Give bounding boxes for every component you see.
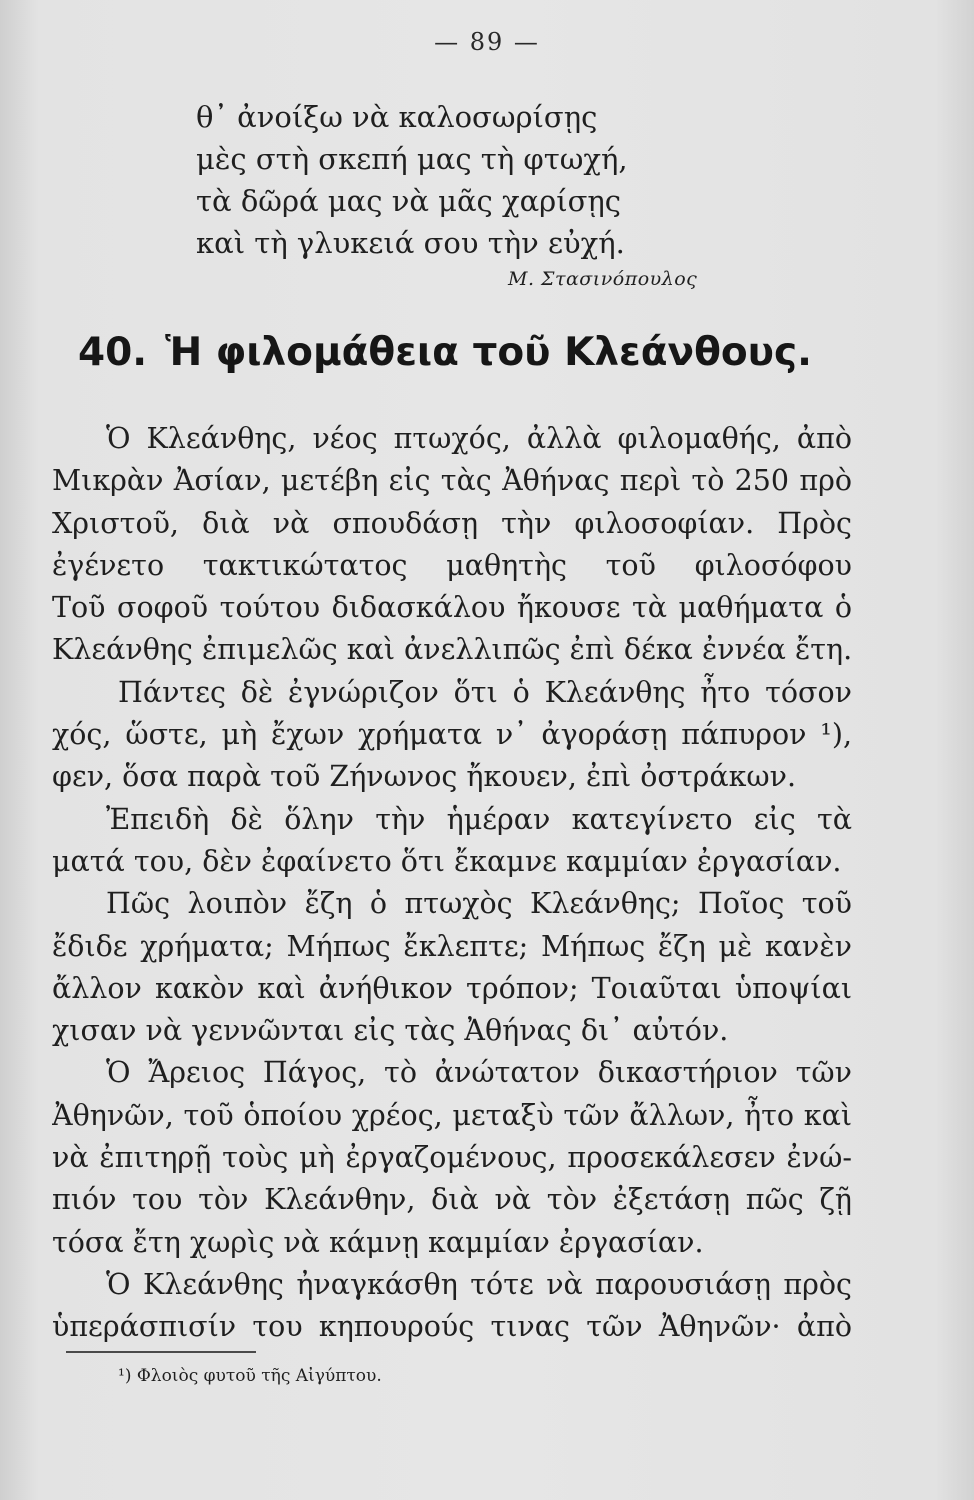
poem-line: θ᾽ ἀνοίξω νὰ καλοσωρίσῃς bbox=[196, 100, 598, 134]
footnote-divider bbox=[66, 1351, 256, 1353]
poem-stanza bbox=[196, 96, 796, 264]
text-line: Ὁ Κλεάνθης, νέος πτωχός, ἀλλὰ φιλομαθής, ἀπὸ bbox=[106, 422, 852, 455]
text-line: ἔδιδε χρήματα; Μήπως ἔκλεπτε; Μήπως ἔζη μὲ κανὲν bbox=[52, 929, 852, 963]
text-line: Τοῦ σοφοῦ τούτου διδασκάλου ἤκουσε τὰ μαθήματα ὁ bbox=[52, 591, 852, 625]
text-line: ὑπεράσπισίν του κηπουρούς τινας τῶν Ἀθηνῶν· ἀπὸ bbox=[52, 1310, 852, 1344]
text-line: ἄλλον κακὸν καὶ ἀνήθικον τρόπον; Τοιαῦται ὑποψίαι bbox=[52, 971, 852, 1005]
chapter-number: 40. bbox=[78, 330, 148, 375]
text-line: Κλεάνθης ἐπιμελῶς καὶ ἀνελλιπῶς ἐπὶ δέκα ἐννέα ἔτη. bbox=[52, 633, 853, 667]
poem-line: μὲς στὴ σκεπή μας τὴ φτωχή, bbox=[196, 142, 628, 176]
text-line: Ἐπειδὴ δὲ ὅλην τὴν ἡμέραν κατεγίνετο εἰς τὰ bbox=[106, 802, 852, 836]
text-line: ματά του, δὲν ἐφαίνετο ὅτι ἔκαμνε καμμίαν ἐργασίαν. bbox=[52, 844, 842, 878]
text-line: Ὁ Ἄρειος Πάγος, τὸ ἀνώτατον δικαστήριον τῶν bbox=[106, 1056, 852, 1090]
text-line: Μικρὰν Ἀσίαν, μετέβη εἰς τὰς Ἀθήνας περὶ τὸ 250 πρὸ bbox=[52, 464, 852, 498]
footnote: ¹) Φλοιὸς φυτοῦ τῆς Αἰγύπτου. bbox=[118, 1366, 382, 1386]
poem-line: καὶ τὴ γλυκειά σου τὴν εὐχή. bbox=[196, 226, 625, 260]
text-line: Πῶς λοιπὸν ἔζη ὁ πτωχὸς Κλεάνθης; Ποῖος τοῦ bbox=[106, 887, 852, 921]
body-text bbox=[52, 418, 852, 1349]
text-line: Χριστοῦ, διὰ νὰ σπουδάσῃ τὴν φιλοσοφίαν. Πρὸς bbox=[52, 506, 852, 540]
text-line: Πάντες δὲ ἐγνώριζον ὅτι ὁ Κλεάνθης ἦτο τόσον bbox=[118, 675, 852, 709]
text-line: χός, ὥστε, μὴ ἔχων χρήματα ν᾽ ἀγοράσῃ πάπυρον ¹), bbox=[52, 718, 852, 752]
text-line: Ἀθηνῶν, τοῦ ὁποίου χρέος, μεταξὺ τῶν ἄλλων, ἦτο καὶ bbox=[52, 1098, 852, 1132]
text-line: Ὁ Κλεάνθης ἠναγκάσθη τότε νὰ παρουσιάσῃ πρὸς bbox=[106, 1267, 852, 1301]
chapter-heading bbox=[78, 330, 812, 375]
text-line: χισαν νὰ γεννῶνται εἰς τὰς Ἀθήνας δι᾽ αὐτόν. bbox=[52, 1014, 729, 1048]
text-line: νὰ ἐπιτηρῇ τοὺς μὴ ἐργαζομένους, προσεκάλεσεν ἐνώ- bbox=[52, 1141, 852, 1175]
text-line: φεν, ὅσα παρὰ τοῦ Ζήνωνος ἤκουεν, ἐπὶ ὀστράκων. bbox=[52, 760, 797, 794]
text-line: τόσα ἔτη χωρὶς νὰ κάμνῃ καμμίαν ἐργασίαν. bbox=[52, 1225, 704, 1259]
text-line: ἐγένετο τακτικώτατος μαθητὴς τοῦ φιλοσόφου bbox=[52, 548, 852, 582]
text-line: πιόν του τὸν Κλεάνθην, διὰ νὰ τὸν ἐξετάσῃ πῶς ζῇ bbox=[52, 1183, 852, 1217]
chapter-title: Ἡ φιλομάθεια τοῦ Κλεάνθους. bbox=[165, 330, 812, 375]
poem-line: τὰ δῶρά μας νὰ μᾶς χαρίσῃς bbox=[196, 184, 622, 218]
poem-author: Μ. Στασινόπουλος bbox=[508, 268, 698, 290]
page-number: — 89 — bbox=[434, 28, 540, 56]
